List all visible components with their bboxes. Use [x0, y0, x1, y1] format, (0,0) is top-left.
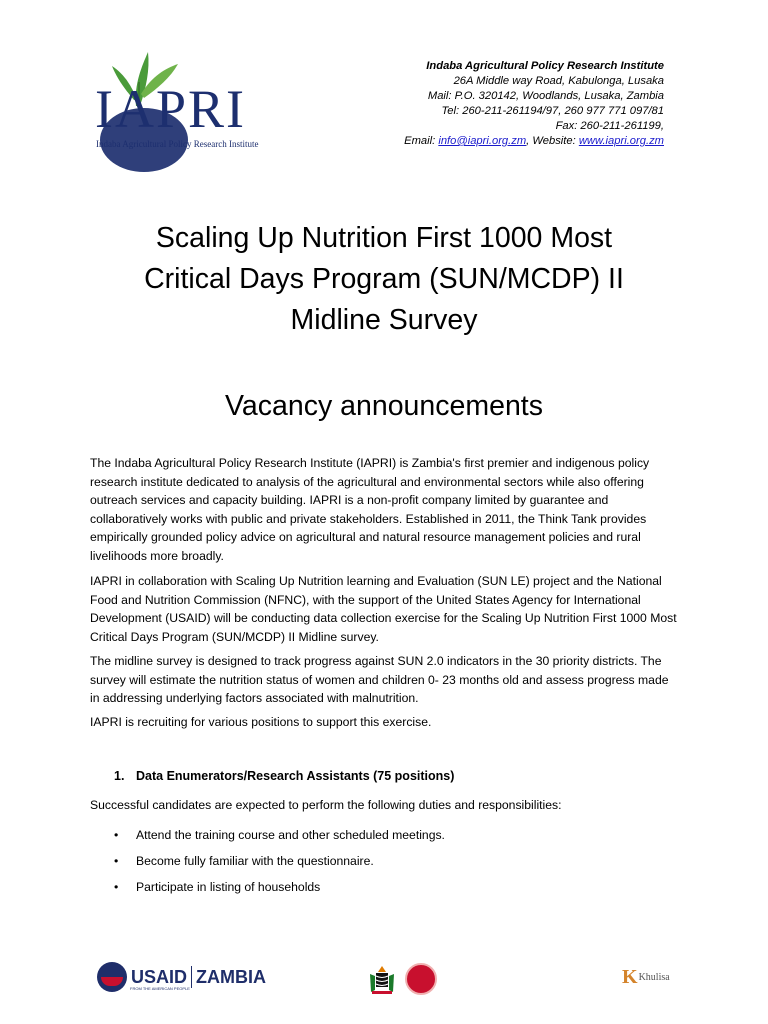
bullet-icon: • — [114, 828, 119, 842]
usaid-wordmark: USAID — [131, 966, 188, 987]
khulisa-k-icon: K — [622, 966, 638, 988]
website-link[interactable]: www.iapri.org.zm — [578, 135, 664, 147]
logo-full-name: Indaba Agricultural Policy Research Institute — [96, 139, 259, 149]
usaid-seal-icon — [97, 962, 127, 992]
contact-tel: Tel: 260-211-261194/97, 260 977 771 097/81 — [441, 105, 664, 117]
contact-org: Indaba Agricultural Policy Research Institute — [426, 60, 664, 72]
bullet-icon: • — [114, 854, 119, 868]
duties-list — [114, 828, 445, 906]
khulisa-wordmark: Khulisa — [638, 972, 670, 983]
email-label: Email: — [404, 135, 439, 147]
document-title — [0, 218, 768, 341]
usaid-logo — [97, 962, 266, 992]
usaid-tagline: FROM THE AMERICAN PEOPLE — [130, 986, 190, 991]
contact-mail: Mail: P.O. 320142, Woodlands, Lusaka, Zambia — [427, 90, 664, 102]
list-item — [114, 880, 445, 906]
contact-block — [404, 59, 664, 149]
section-title: Data Enumerators/Research Assistants (75 positions) — [136, 769, 455, 783]
contact-fax: Fax: 260-211-261199, — [555, 120, 664, 132]
paragraph-survey — [90, 652, 680, 708]
paragraph-text: IAPRI is recruiting for various positions to support this exercise. — [90, 715, 432, 729]
divider — [191, 966, 192, 988]
section-intro: Successful candidates are expected to perform the following duties and responsibilities: — [90, 798, 562, 812]
contact-web-line — [404, 134, 664, 149]
section-number: 1. — [114, 769, 125, 783]
contact-address: 26A Middle way Road, Kabulonga, Lusaka — [453, 75, 664, 87]
email-link[interactable]: info@iapri.org.zm — [438, 135, 527, 147]
usaid-country: ZAMBIA — [196, 966, 267, 987]
list-item-text: Attend the training course and other scheduled meetings. — [136, 828, 445, 842]
paragraph-recruiting — [90, 713, 680, 732]
list-item — [114, 828, 445, 854]
zambia-coat-of-arms-icon — [368, 964, 396, 996]
khulisa-logo — [622, 966, 670, 989]
website-label: , Website: — [526, 135, 579, 147]
bullet-icon: • — [114, 880, 119, 894]
mcdp-emblem-icon — [405, 963, 437, 995]
list-item-text: Participate in listing of households — [136, 880, 321, 894]
paragraph-text: IAPRI in collaboration with Scaling Up Nutrition learning and Evaluation (SUN LE) project and the National Food and Nutrition Commission (NFNC), with the support of the United States Agency for International Development (USAID) will be conducting data collection exercise for the Scaling Up Nutrition First 1000 Most Critical Days Program (SUN/MCDP) II Midline survey. — [90, 574, 677, 644]
footer-logos — [0, 958, 768, 1008]
title-line: Midline Survey — [290, 304, 478, 336]
list-item — [114, 854, 445, 880]
title-line: Critical Days Program (SUN/MCDP) II — [144, 263, 624, 295]
paragraph-collaboration — [90, 572, 680, 646]
logo-acronym: IAPRI — [95, 79, 247, 139]
document-subtitle: Vacancy announcements — [225, 390, 543, 422]
paragraph-text: The Indaba Agricultural Policy Research Institute (IAPRI) is Zambia's first premier and indigenous policy research institute dedicated to analysis of the agricultural and environmental sectors while also offering outreach services and capacity building. IAPRI is a non-profit company limited by guarantee and collaboratively works with public and private stakeholders. Established in 2011, the Think Tank provides empirically grounded policy advice on agricultural and natural resource management policies and rural livelihoods more broadly. — [90, 456, 650, 563]
list-item-text: Become fully familiar with the questionnaire. — [136, 854, 374, 868]
title-line: Scaling Up Nutrition First 1000 Most — [155, 222, 613, 254]
paragraph-about — [90, 454, 680, 566]
paragraph-text: The midline survey is designed to track progress against SUN 2.0 indicators in the 30 priority districts. The survey will estimate the nutrition status of women and children 0- 23 months old and assess progress made in addressing underlying factors associated with malnutrition. — [90, 654, 669, 706]
iapri-logo — [86, 44, 278, 179]
section-heading — [114, 769, 454, 783]
